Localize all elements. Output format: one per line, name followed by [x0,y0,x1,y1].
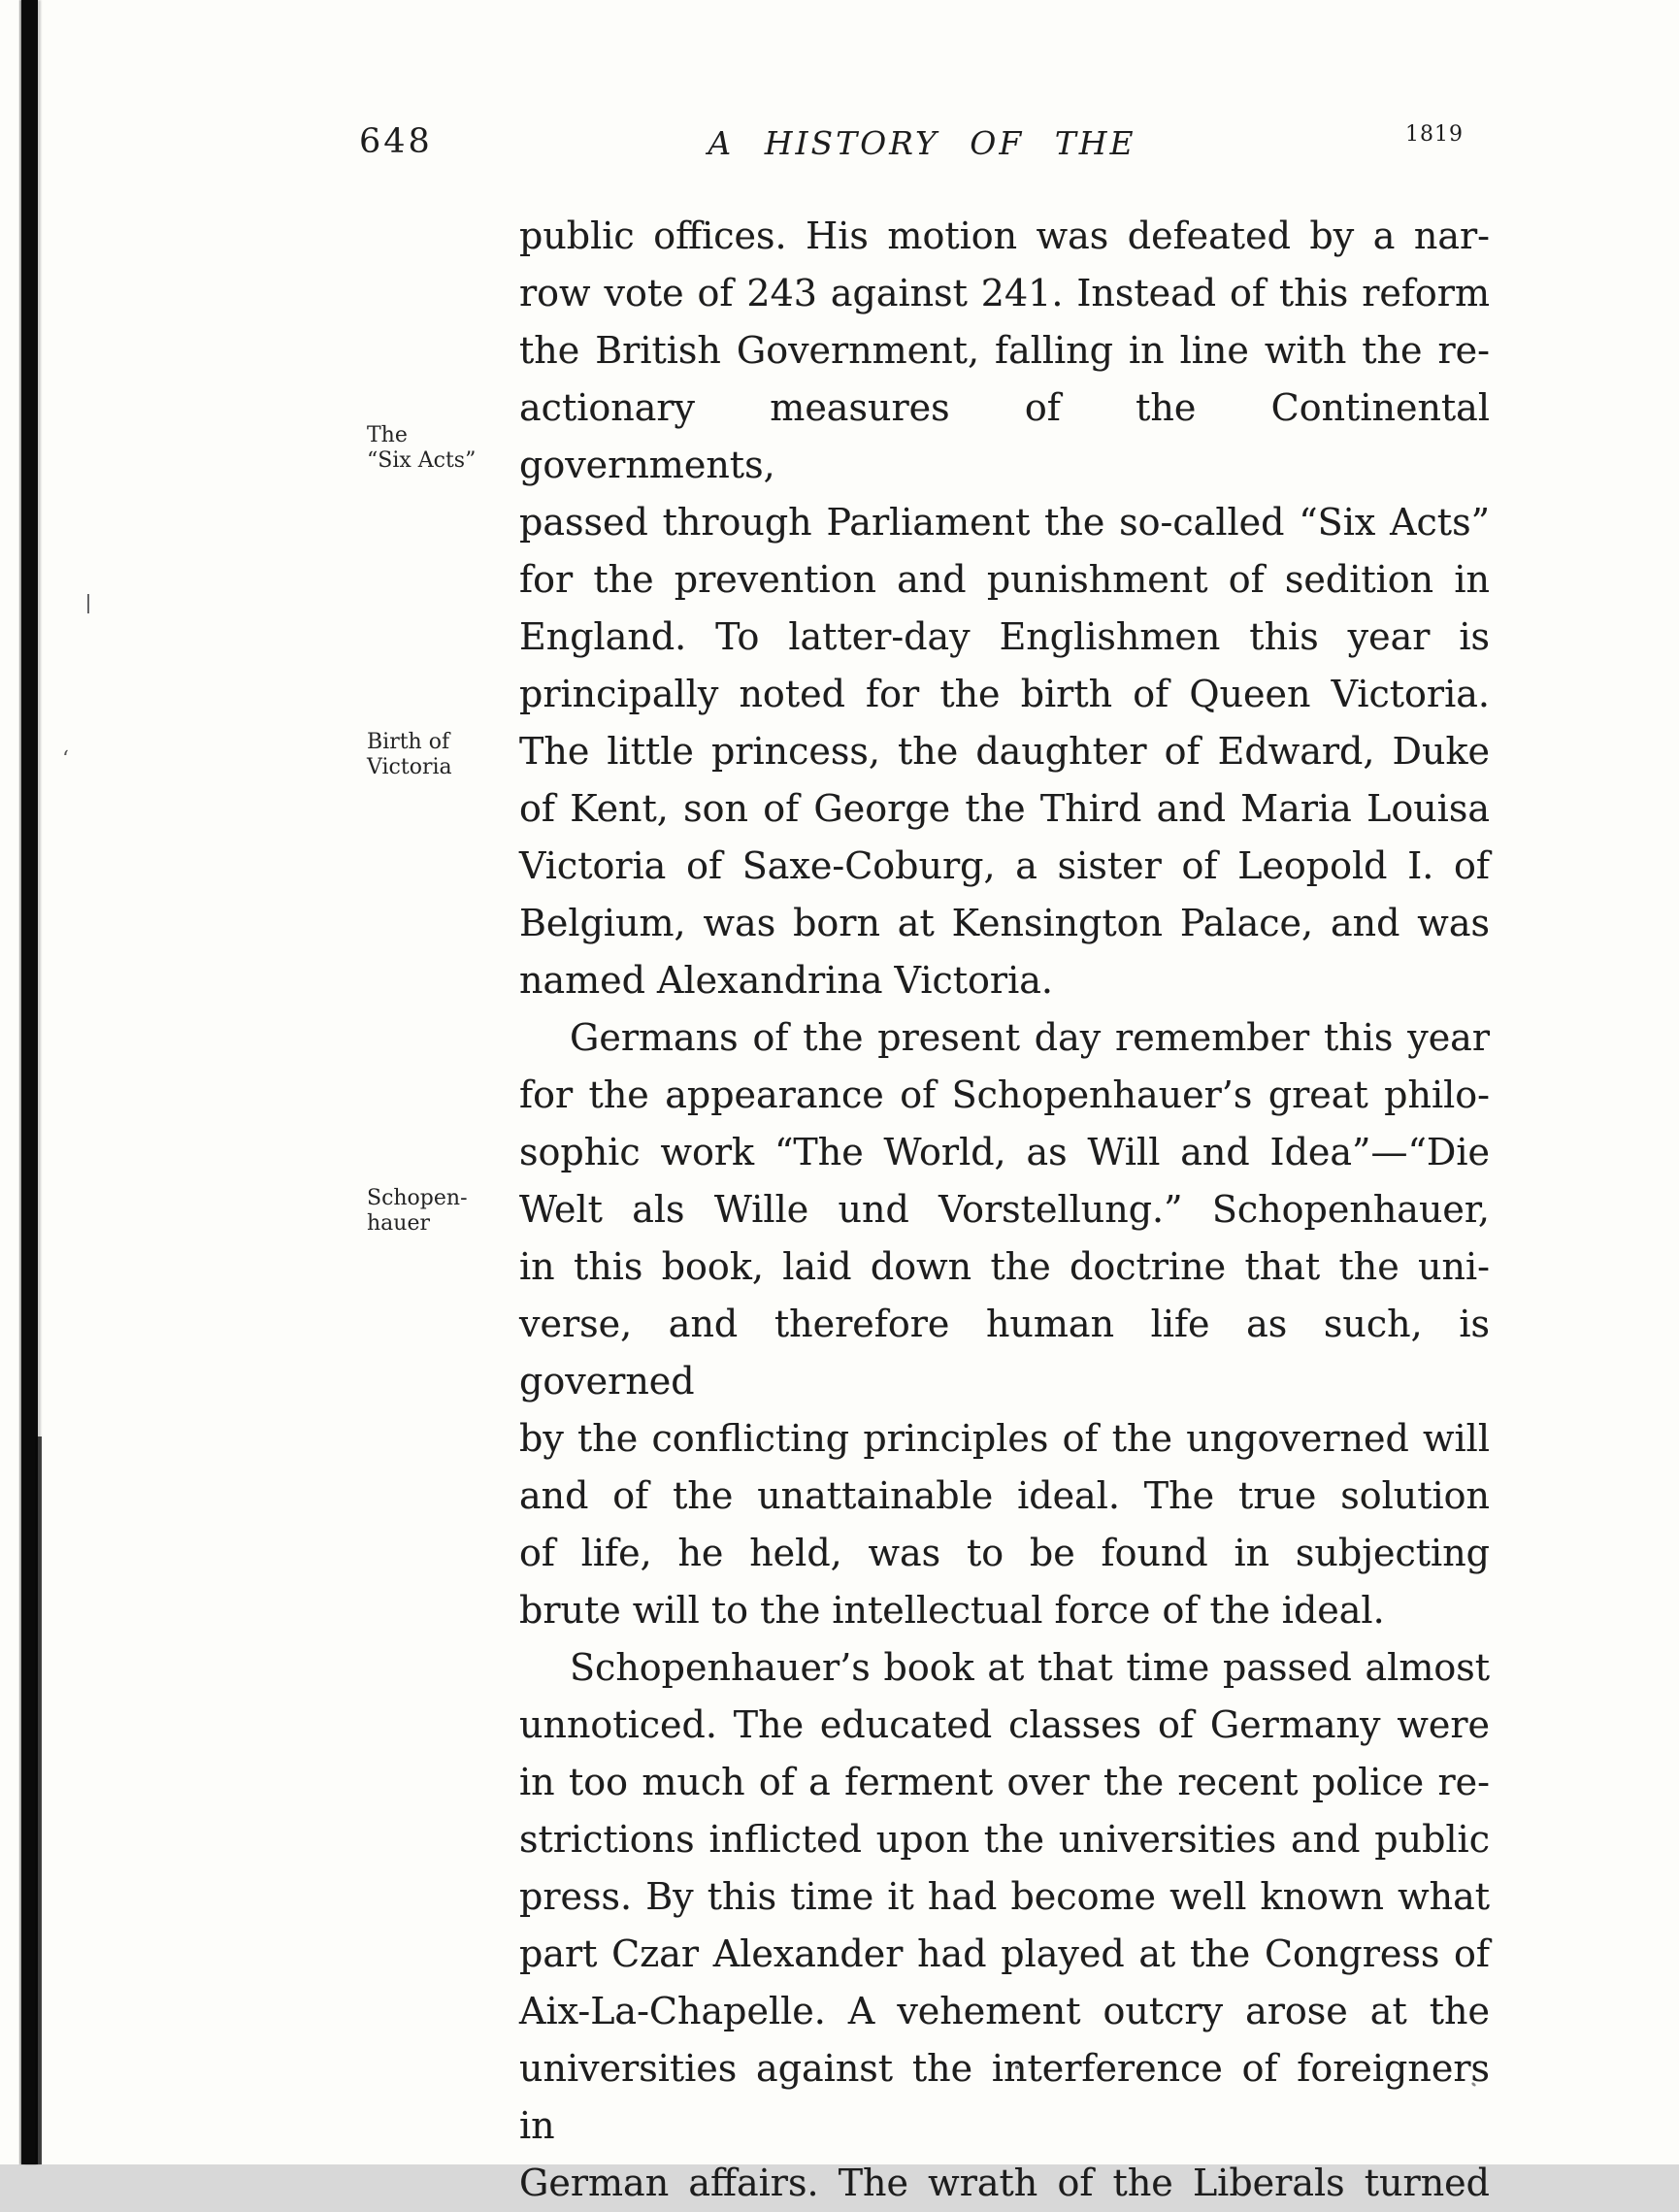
text-line: England. To latter-day Englishmen this year is [519,615,1490,658]
text-line: principally noted for the birth of Queen Victoria. [519,673,1490,715]
scan-artifact: ‘ [62,747,69,772]
text-line: of Kent, son of George the Third and Maria Louisa [519,787,1490,830]
text-line: and of the unattainable ideal. The true solution [519,1474,1490,1517]
margin-note-six-acts [367,423,522,474]
text-line: press. By this time it had become well known what [519,1875,1490,1918]
running-head-title: A HISTORY OF THE [708,124,1136,162]
text-line: The little princess, the daughter of Edward, Duke [519,730,1490,773]
text-line: in too much of a ferment over the recent police re- [519,1761,1490,1803]
text-line: universities against the interference of foreigners in [519,2047,1490,2147]
scan-binding-bar [21,0,38,2164]
text-line: sophic work “The World, as Will and Idea”—“Die [519,1131,1490,1173]
text-line: Schopenhauer’s book at that time passed almost [570,1646,1490,1689]
paragraph [519,1639,1490,2212]
text-line: verse, and therefore human life as such, is governed [519,1303,1490,1403]
text-line: passed through Parliament the so-called “Six Acts” [519,501,1490,544]
margin-note-line: hauer [367,1211,430,1236]
text-line: Aix-La-Chapelle. A vehement outcry arose at the [519,1990,1490,2032]
scan-artifact [87,594,89,613]
text-line: Belgium, was born at Kensington Palace, and was [519,902,1490,944]
text-line: the British Government, falling in line with the re- [519,329,1490,372]
text-line: for the prevention and punishment of sedition in [519,558,1490,601]
margin-note-line: Victoria [367,755,452,779]
body-text [519,208,1490,2212]
text-line: Germans of the present day remember this year [570,1016,1490,1059]
text-line: by the conflicting principles of the ungoverned will [519,1417,1490,1460]
text-line: strictions inflicted upon the universities and public [519,1818,1490,1861]
text-line: Victoria of Saxe-Coburg, a sister of Leopold I. of [519,844,1490,887]
margin-note-line: Schopen- [367,1186,468,1210]
running-head-year: 1819 [1405,122,1464,147]
text-line: row vote of 243 against 241. Instead of this reform [519,272,1490,314]
margin-note-line: “Six Acts” [367,448,477,473]
text-line: actionary measures of the Continental governments, [519,386,1490,486]
margin-note-line: The [367,423,408,447]
margin-note-schopenhauer [367,1186,522,1237]
text-line: public offices. His motion was defeated by a nar- [519,215,1490,257]
text-line: Welt als Wille und Vorstellung.” Schopenhauer, [519,1188,1490,1231]
text-line: unnoticed. The educated classes of Germany were [519,1703,1490,1746]
page-number: 648 [359,122,433,161]
text-line: part Czar Alexander had played at the Congress of [519,1932,1490,1975]
text-line: for the appearance of Schopenhauer’s great philo- [519,1073,1490,1116]
text-line: brute will to the intellectual force of the ideal. [519,1589,1385,1632]
text-line: German affairs. The wrath of the Liberals turned [519,2162,1490,2204]
margin-note-birth-of-victoria [367,730,522,780]
text-line: in this book, laid down the doctrine that the uni- [519,1245,1490,1288]
text-line: of life, he held, was to be found in subjecting [519,1532,1490,1574]
paragraph [519,208,1490,1009]
margin-note-line: Birth of [367,730,450,754]
text-line: named Alexandrina Victoria. [519,959,1053,1002]
paragraph [519,1009,1490,1639]
